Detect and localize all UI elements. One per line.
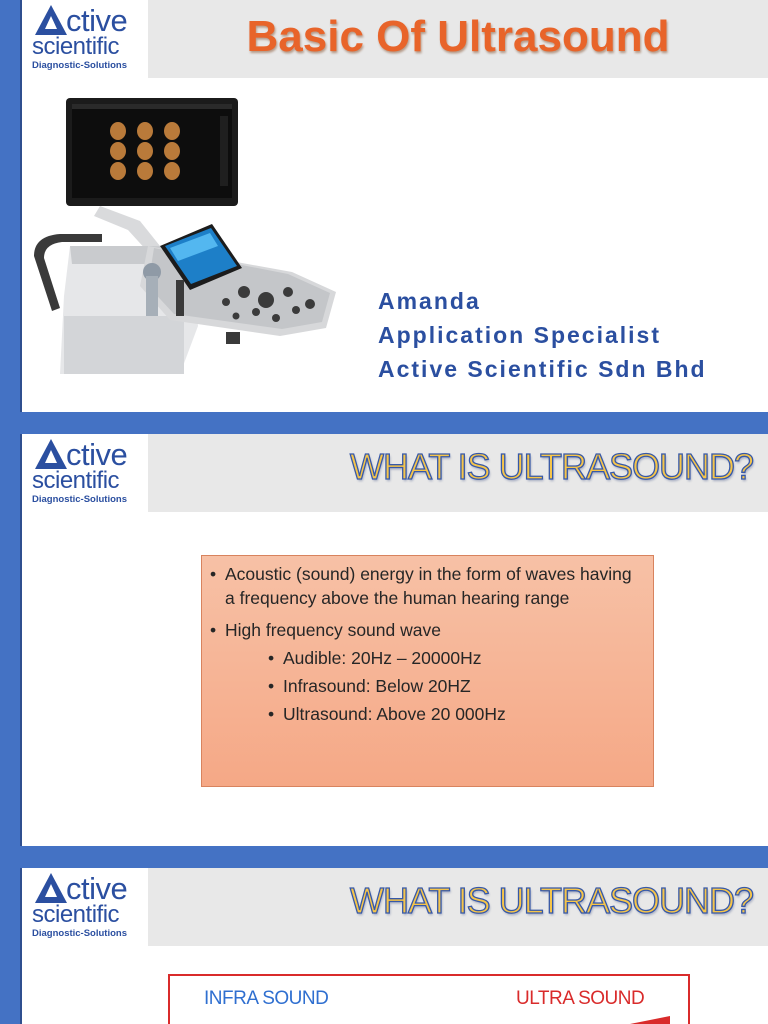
presentation-title: Basic Of Ultrasound [246, 12, 670, 61]
logo-a-triangle-icon [34, 872, 68, 904]
logo-word-active: ctive [66, 871, 128, 906]
presenter-company: Active Scientific Sdn Bhd [378, 356, 707, 382]
logo-word-scientific: scientific [32, 901, 120, 928]
slide-title: WHAT IS ULTRASOUND? [350, 880, 754, 921]
logo-word-scientific: scientific [32, 467, 120, 494]
presenter-info [378, 284, 707, 386]
active-scientific-logo [30, 438, 146, 510]
logo-word-scientific: scientific [32, 33, 120, 60]
logo-box [24, 434, 148, 512]
logo-word-active: ctive [66, 437, 128, 472]
slide-left-bar [0, 0, 22, 412]
slide-title: WHAT IS ULTRASOUND? [350, 446, 754, 487]
bullet-definition: • Acoustic (sound) energy in the form of waves having a frequency above the human hearing range [210, 562, 643, 610]
red-arrow-icon [610, 1014, 670, 1024]
presenter-name: Amanda [378, 288, 481, 314]
ultra-sound-label: ULTRA SOUND [516, 988, 645, 1009]
slide-left-bar [0, 868, 22, 1024]
logo-tagline: Diagnostic-Solutions [32, 494, 127, 505]
logo-tagline: Diagnostic-Solutions [32, 928, 127, 939]
active-scientific-logo [30, 872, 146, 944]
slide-what-is-ultrasound-2 [0, 868, 768, 1024]
bullet-high-frequency: • High frequency sound wave [210, 618, 643, 642]
logo-word-active: ctive [66, 3, 128, 38]
logo-box [24, 0, 148, 78]
slide-what-is-ultrasound [0, 434, 768, 846]
active-scientific-logo [30, 4, 146, 76]
infra-sound-label: INFRA SOUND [204, 988, 329, 1009]
logo-a-triangle-icon [34, 4, 68, 36]
logo-tagline: Diagnostic-Solutions [32, 60, 127, 71]
definition-textbox [201, 555, 654, 787]
sub-bullet-ultrasound: • Ultrasound: Above 20 000Hz [268, 702, 643, 726]
logo-a-triangle-icon [34, 438, 68, 470]
ultrasound-machine-image [30, 96, 340, 376]
sub-bullet-infrasound: • Infrasound: Below 20HZ [268, 674, 643, 698]
logo-box [24, 868, 148, 946]
presenter-role: Application Specialist [378, 322, 661, 348]
frequency-spectrum-figure [168, 974, 690, 1024]
slide-left-bar [0, 434, 22, 846]
sub-bullet-audible: • Audible: 20Hz – 20000Hz [268, 646, 643, 670]
slide-title [0, 0, 768, 412]
